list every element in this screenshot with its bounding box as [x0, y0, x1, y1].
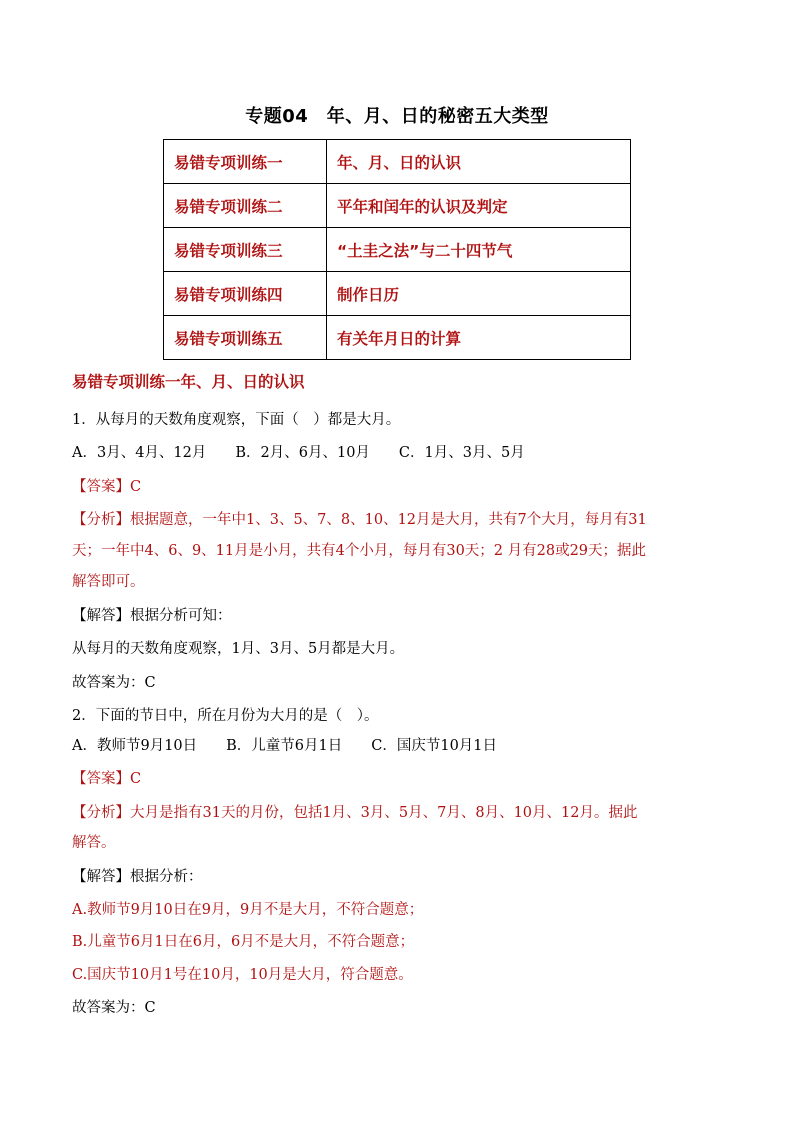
page-title: 专题04 年、月、日的秘密五大类型 [245, 106, 549, 127]
solution-2-option-c: C.国庆节10月1号在10月，10月是大月，符合题意。 [72, 967, 413, 983]
solution-1-line-1: 【解答】根据分析可知： [72, 608, 232, 624]
topic-label: 易错专项训练四 [164, 272, 327, 316]
answer-1: 【答案】C [72, 479, 142, 495]
topic-name: 年、月、日的认识 [327, 140, 631, 184]
question-1-options: A．3月、4月、12月 B．2月、6月、10月 C．1月、3月、5月 [72, 445, 525, 461]
final-answer-2: 故答案为：C [72, 1000, 156, 1016]
topic-name: 有关年月日的计算 [327, 316, 631, 360]
topic-label: 易错专项训练一 [164, 140, 327, 184]
analysis-1-line-3: 解答即可。 [72, 574, 145, 590]
final-answer-1: 故答案为：C [72, 675, 156, 691]
table-row [164, 272, 631, 316]
table-row [164, 228, 631, 272]
topic-name: “土圭之法”与二十四节气 [327, 228, 631, 272]
analysis-2-line-1: 【分析】大月是指有31天的月份，包括1月、3月、5月、7月、8月、10月、12月。据此 [72, 805, 638, 821]
topic-label: 易错专项训练三 [164, 228, 327, 272]
table-row [164, 316, 631, 360]
table-row [164, 184, 631, 228]
question-2-options: A．教师节9月10日 B．儿童节6月1日 C．国庆节10月1日 [72, 738, 498, 754]
analysis-1-line-1: 【分析】根据题意，一年中1、3、5、7、8、10、12月是大月，共有7个大月，每月有31 [72, 512, 647, 528]
analysis-1-line-2: 天；一年中4、6、9、11月是小月，共有4个小月，每月有30天；2 月有28或29天；据此 [72, 543, 647, 559]
analysis-2-line-2: 解答。 [72, 835, 116, 851]
solution-2-option-b: B.儿童节6月1日在6月，6月不是大月，不符合题意； [72, 934, 415, 950]
topic-name: 平年和闰年的认识及判定 [327, 184, 631, 228]
topic-label: 易错专项训练五 [164, 316, 327, 360]
solution-2-option-a: A.教师节9月10日在9月，9月不是大月，不符合题意； [72, 902, 424, 918]
topic-name: 制作日历 [327, 272, 631, 316]
question-2: 2．下面的节日中，所在月份为大月的是（ ）。 [72, 708, 379, 724]
section-heading: 易错专项训练一年、月、日的认识 [72, 373, 305, 391]
answer-2: 【答案】C [72, 771, 142, 787]
question-1: 1．从每月的天数角度观察，下面（ ）都是大月。 [72, 412, 401, 428]
topic-label: 易错专项训练二 [164, 184, 327, 228]
solution-2-line-1: 【解答】根据分析： [72, 869, 203, 885]
topic-table [163, 139, 631, 360]
solution-1-line-2: 从每月的天数角度观察，1月、3月、5月都是大月。 [72, 641, 405, 657]
table-row [164, 140, 631, 184]
